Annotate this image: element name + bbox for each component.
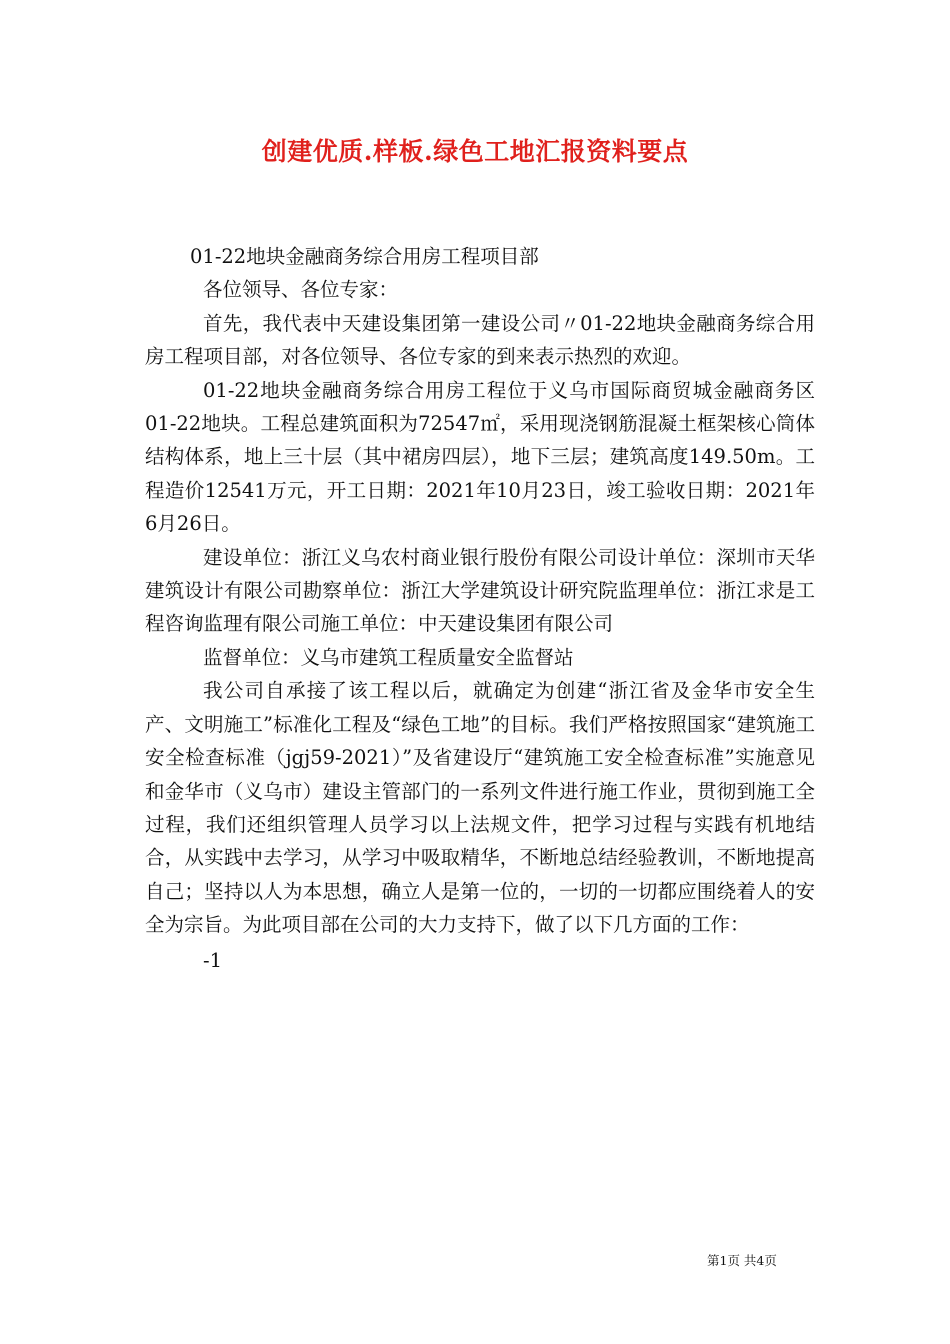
page-footer: 第1页 共4页 — [707, 1253, 777, 1268]
document-title: 创建优质.样板.绿色工地汇报资料要点 — [261, 137, 689, 166]
paragraph-project-overview: 01-22地块金融商务综合用房工程位于义乌市国际商贸城金融商务区01-22地块。工程总建筑面积为72547㎡，采用现浇钢筋混凝土框架核心筒体结构体系，地上三十层（其中裙房四层），地下三层；建筑高度149.50m。工程造价12541万元，开工日期：2021年10月23日，竣工验收日期：2021年6月26日。 — [145, 378, 815, 536]
paragraph-supervision-unit: 监督单位：义乌市建筑工程质量安全监督站 — [203, 645, 574, 669]
greeting: 各位领导、各位专家： — [203, 278, 399, 302]
project-name: 01-22地块金融商务综合用房工程项目部 — [190, 245, 539, 268]
paragraph-goals: 我公司自承接了该工程以后，就确定为创建“浙江省及金华市安全生产、文明施工”标准化工程及“绿色工地”的目标。我们严格按照国家“建筑施工安全检查标准（jgj59-2021）”及省建设厅“建筑施工安全检查标准”实施意见和金华市（义乌市）建设主管部门的一系列文件进行施工作业，贯彻到施工全过程，我们还组织管理人员学习以上法规文件，把学习过程与实践有机地结合，从实践中去学习，从学习中吸取精华，不断地总结经验教训，不断地提高自己；坚持以人为本思想，确立人是第一位的，一切的一切都应围绕着人的安全为宗旨。为此项目部在公司的大力支持下，做了以下几方面的工作： — [145, 679, 815, 937]
paragraph-welcome: 首先，我代表中天建设集团第一建设公司〃01-22地块金融商务综合用房工程项目部，对各位领导、各位专家的到来表示热烈的欢迎。 — [145, 311, 815, 369]
inline-page-mark: -1 — [203, 948, 222, 972]
paragraph-participating-units: 建设单位：浙江义乌农村商业银行股份有限公司设计单位：深圳市天华建筑设计有限公司勘察单位：浙江大学建筑设计研究院监理单位：浙江求是工程咨询监理有限公司施工单位：中天建设集团有限公司 — [145, 545, 815, 636]
document-body — [145, 240, 815, 977]
